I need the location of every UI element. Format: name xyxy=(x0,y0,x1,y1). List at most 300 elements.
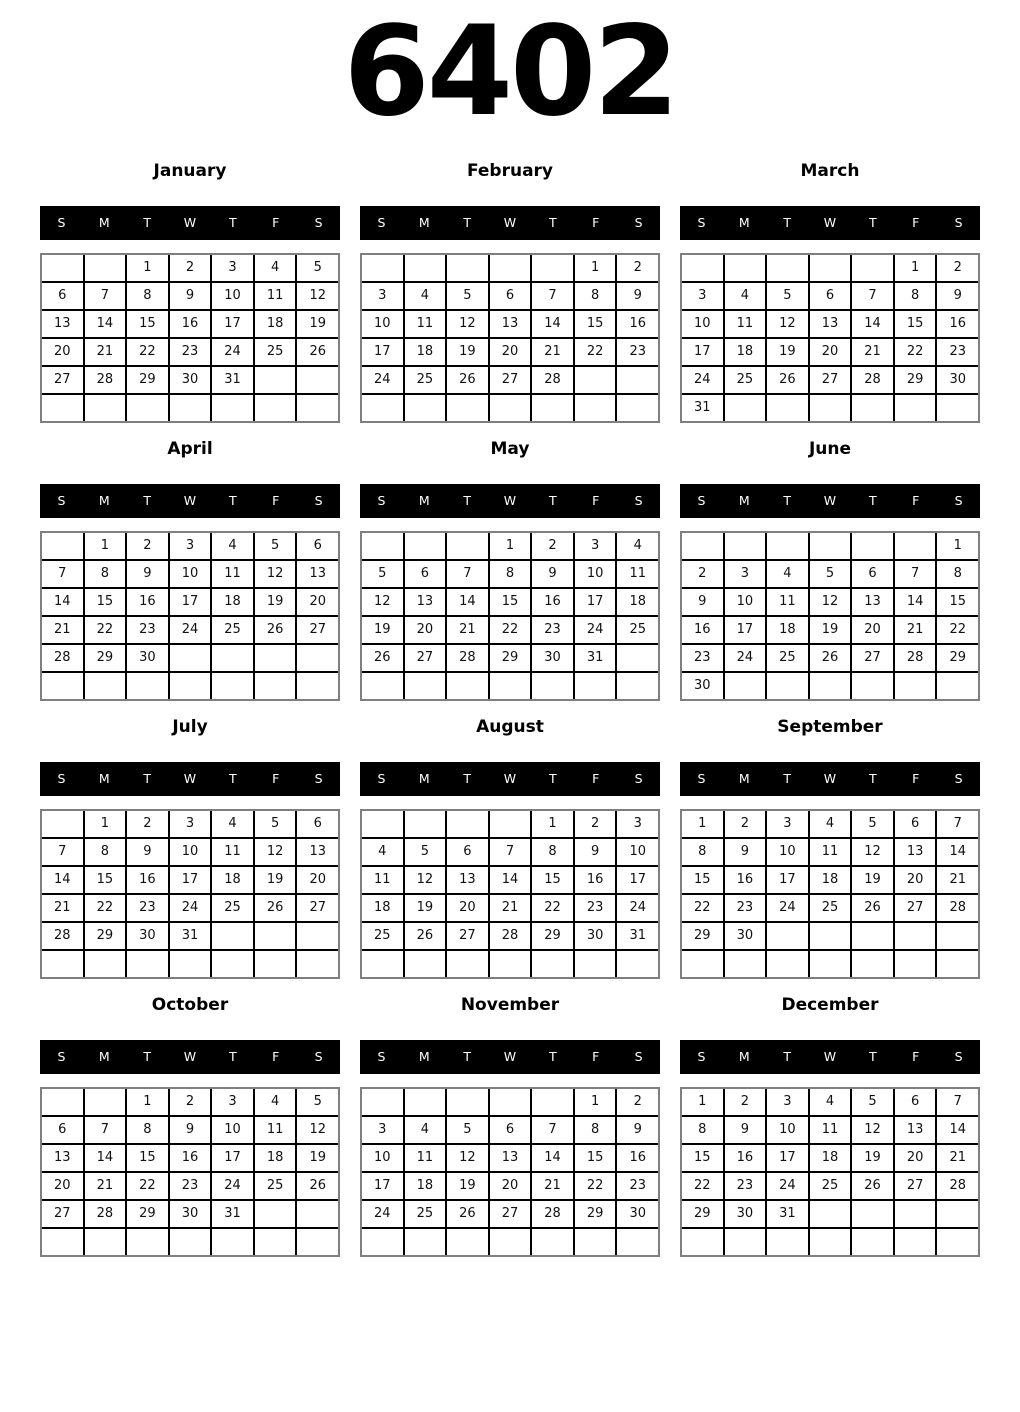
date-cell: 21 xyxy=(937,867,978,893)
empty-date-cell xyxy=(362,1089,403,1115)
weekday-label: T xyxy=(549,1049,557,1065)
date-cell: 24 xyxy=(170,617,211,643)
date-cell: 14 xyxy=(895,589,936,615)
date-cell: 2 xyxy=(170,255,211,281)
date-cell: 8 xyxy=(127,283,168,309)
empty-date-cell xyxy=(447,673,488,699)
date-cell: 3 xyxy=(682,283,723,309)
date-cell: 12 xyxy=(255,839,296,865)
date-cell: 19 xyxy=(852,1145,893,1171)
weekday-header xyxy=(40,1040,340,1074)
date-cell: 28 xyxy=(532,367,573,393)
date-cell: 22 xyxy=(85,617,126,643)
date-cell: 12 xyxy=(405,867,446,893)
date-cell: 22 xyxy=(575,339,616,365)
empty-date-cell xyxy=(212,645,253,671)
date-cell: 29 xyxy=(127,367,168,393)
weekday-header xyxy=(40,762,340,796)
date-cell: 30 xyxy=(617,1201,658,1227)
weekday-label: T xyxy=(869,493,877,509)
date-cell: 28 xyxy=(895,645,936,671)
empty-date-cell xyxy=(810,923,851,949)
weekday-label: T xyxy=(229,215,237,231)
month-title: February xyxy=(466,160,554,181)
weekday-label: S xyxy=(314,771,323,787)
date-cell: 16 xyxy=(682,617,723,643)
date-cell: 28 xyxy=(42,923,83,949)
weekday-label: S xyxy=(314,1049,323,1065)
empty-date-cell xyxy=(490,673,531,699)
empty-date-cell xyxy=(852,951,893,977)
date-cell: 9 xyxy=(725,839,766,865)
date-cell: 21 xyxy=(937,1145,978,1171)
date-cell: 14 xyxy=(447,589,488,615)
date-cell: 21 xyxy=(852,339,893,365)
empty-date-cell xyxy=(852,673,893,699)
empty-date-cell xyxy=(297,645,338,671)
weekday-label: M xyxy=(418,1049,430,1065)
empty-date-cell xyxy=(895,673,936,699)
weekday-label: T xyxy=(549,771,557,787)
date-cell: 11 xyxy=(255,283,296,309)
empty-date-cell xyxy=(767,533,808,559)
empty-date-cell xyxy=(617,367,658,393)
date-cell: 30 xyxy=(937,367,978,393)
date-cell: 17 xyxy=(212,1145,253,1171)
weekday-label: T xyxy=(463,1049,471,1065)
date-cell: 14 xyxy=(532,311,573,337)
empty-date-cell xyxy=(447,255,488,281)
date-cell: 28 xyxy=(447,645,488,671)
date-cell: 26 xyxy=(852,1173,893,1199)
empty-date-cell xyxy=(362,673,403,699)
date-cell: 25 xyxy=(617,617,658,643)
weekday-label: T xyxy=(783,493,791,509)
empty-date-cell xyxy=(725,395,766,421)
empty-date-cell xyxy=(212,951,253,977)
weekday-label: T xyxy=(463,771,471,787)
weekday-label: S xyxy=(377,215,386,231)
date-cell: 3 xyxy=(725,561,766,587)
date-cell: 1 xyxy=(682,811,723,837)
date-cell: 4 xyxy=(405,1117,446,1143)
empty-date-cell xyxy=(937,395,978,421)
date-grid xyxy=(40,531,340,701)
weekday-label: M xyxy=(98,1049,110,1065)
weekday-label: T xyxy=(869,771,877,787)
empty-date-cell xyxy=(937,1229,978,1255)
weekday-header xyxy=(680,206,980,240)
weekday-label: M xyxy=(418,771,430,787)
date-cell: 31 xyxy=(575,645,616,671)
weekday-label: T xyxy=(143,771,151,787)
date-cell: 16 xyxy=(725,1145,766,1171)
date-cell: 2 xyxy=(127,533,168,559)
date-cell: 29 xyxy=(85,923,126,949)
date-cell: 28 xyxy=(42,645,83,671)
weekday-label: W xyxy=(503,771,517,787)
weekday-label: T xyxy=(229,1049,237,1065)
months-grid xyxy=(40,161,980,1257)
empty-date-cell xyxy=(42,1229,83,1255)
empty-date-cell xyxy=(617,395,658,421)
date-cell: 17 xyxy=(682,339,723,365)
date-cell: 23 xyxy=(617,339,658,365)
weekday-label: F xyxy=(912,215,920,231)
date-cell: 22 xyxy=(682,1173,723,1199)
empty-date-cell xyxy=(937,951,978,977)
date-cell: 29 xyxy=(682,923,723,949)
date-cell: 24 xyxy=(682,367,723,393)
weekday-header xyxy=(40,484,340,518)
date-cell: 25 xyxy=(255,1173,296,1199)
date-cell: 26 xyxy=(297,1173,338,1199)
empty-date-cell xyxy=(575,367,616,393)
empty-date-cell xyxy=(682,533,723,559)
empty-date-cell xyxy=(85,1229,126,1255)
date-cell: 14 xyxy=(490,867,531,893)
date-cell: 9 xyxy=(725,1117,766,1143)
weekday-label: W xyxy=(823,771,837,787)
empty-date-cell xyxy=(617,1229,658,1255)
date-cell: 24 xyxy=(617,895,658,921)
date-cell: 9 xyxy=(532,561,573,587)
date-cell: 4 xyxy=(255,255,296,281)
date-cell: 19 xyxy=(297,311,338,337)
date-cell: 18 xyxy=(767,617,808,643)
empty-date-cell xyxy=(532,255,573,281)
date-cell: 22 xyxy=(85,895,126,921)
date-cell: 16 xyxy=(617,1145,658,1171)
date-cell: 6 xyxy=(447,839,488,865)
weekday-header xyxy=(360,206,660,240)
empty-date-cell xyxy=(895,1201,936,1227)
date-cell: 1 xyxy=(937,533,978,559)
empty-date-cell xyxy=(170,673,211,699)
date-cell: 9 xyxy=(617,1117,658,1143)
weekday-label: T xyxy=(869,215,877,231)
weekday-label: W xyxy=(823,493,837,509)
date-cell: 6 xyxy=(297,811,338,837)
date-cell: 31 xyxy=(617,923,658,949)
date-cell: 3 xyxy=(212,1089,253,1115)
date-cell: 22 xyxy=(127,339,168,365)
empty-date-cell xyxy=(810,1229,851,1255)
empty-date-cell xyxy=(255,1201,296,1227)
weekday-label: T xyxy=(143,493,151,509)
date-cell: 30 xyxy=(170,1201,211,1227)
date-cell: 16 xyxy=(127,589,168,615)
empty-date-cell xyxy=(447,1229,488,1255)
date-cell: 17 xyxy=(575,589,616,615)
empty-date-cell xyxy=(405,1229,446,1255)
date-cell: 9 xyxy=(170,1117,211,1143)
empty-date-cell xyxy=(490,255,531,281)
date-cell: 5 xyxy=(810,561,851,587)
date-cell: 30 xyxy=(127,923,168,949)
date-cell: 22 xyxy=(575,1173,616,1199)
date-cell: 30 xyxy=(725,923,766,949)
weekday-label: W xyxy=(503,493,517,509)
date-cell: 10 xyxy=(575,561,616,587)
date-cell: 1 xyxy=(575,1089,616,1115)
date-cell: 10 xyxy=(362,311,403,337)
date-cell: 24 xyxy=(212,1173,253,1199)
date-cell: 13 xyxy=(895,839,936,865)
date-grid xyxy=(40,809,340,979)
empty-date-cell xyxy=(490,395,531,421)
empty-date-cell xyxy=(767,673,808,699)
date-cell: 6 xyxy=(42,1117,83,1143)
date-grid xyxy=(40,1087,340,1257)
weekday-label: F xyxy=(592,493,600,509)
date-cell: 6 xyxy=(490,283,531,309)
date-cell: 23 xyxy=(725,1173,766,1199)
date-cell: 5 xyxy=(297,255,338,281)
empty-date-cell xyxy=(682,951,723,977)
date-cell: 6 xyxy=(490,1117,531,1143)
date-cell: 6 xyxy=(895,811,936,837)
date-cell: 14 xyxy=(85,1145,126,1171)
date-cell: 23 xyxy=(127,617,168,643)
date-cell: 20 xyxy=(895,1145,936,1171)
date-cell: 7 xyxy=(937,811,978,837)
weekday-label: S xyxy=(634,1049,643,1065)
date-cell: 27 xyxy=(810,367,851,393)
weekday-label: T xyxy=(143,215,151,231)
weekday-label: M xyxy=(418,215,430,231)
empty-date-cell xyxy=(575,1229,616,1255)
weekday-header xyxy=(680,484,980,518)
empty-date-cell xyxy=(725,1229,766,1255)
empty-date-cell xyxy=(725,673,766,699)
empty-date-cell xyxy=(85,395,126,421)
weekday-label: S xyxy=(954,215,963,231)
date-cell: 26 xyxy=(447,1201,488,1227)
empty-date-cell xyxy=(575,673,616,699)
empty-date-cell xyxy=(937,923,978,949)
date-cell: 15 xyxy=(127,1145,168,1171)
date-cell: 29 xyxy=(490,645,531,671)
date-cell: 25 xyxy=(405,367,446,393)
empty-date-cell xyxy=(127,673,168,699)
month-title: June xyxy=(808,438,852,459)
date-cell: 1 xyxy=(532,811,573,837)
date-cell: 17 xyxy=(170,867,211,893)
weekday-label: M xyxy=(738,771,750,787)
empty-date-cell xyxy=(297,395,338,421)
date-cell: 11 xyxy=(617,561,658,587)
weekday-label: F xyxy=(912,493,920,509)
empty-date-cell xyxy=(532,395,573,421)
date-cell: 23 xyxy=(575,895,616,921)
date-cell: 20 xyxy=(42,339,83,365)
date-cell: 26 xyxy=(255,895,296,921)
date-cell: 8 xyxy=(895,283,936,309)
empty-date-cell xyxy=(810,951,851,977)
date-cell: 1 xyxy=(490,533,531,559)
date-cell: 22 xyxy=(490,617,531,643)
date-cell: 3 xyxy=(170,811,211,837)
weekday-label: S xyxy=(954,493,963,509)
date-cell: 8 xyxy=(490,561,531,587)
weekday-label: S xyxy=(57,493,66,509)
weekday-header xyxy=(40,206,340,240)
weekday-label: S xyxy=(634,771,643,787)
weekday-label: M xyxy=(738,493,750,509)
month-title: December xyxy=(781,994,879,1015)
empty-date-cell xyxy=(895,395,936,421)
date-cell: 3 xyxy=(212,255,253,281)
date-cell: 1 xyxy=(85,533,126,559)
date-cell: 28 xyxy=(937,1173,978,1199)
date-cell: 9 xyxy=(575,839,616,865)
empty-date-cell xyxy=(85,951,126,977)
empty-date-cell xyxy=(532,1089,573,1115)
date-cell: 15 xyxy=(532,867,573,893)
date-cell: 25 xyxy=(255,339,296,365)
empty-date-cell xyxy=(895,533,936,559)
month-august xyxy=(360,717,660,979)
date-cell: 12 xyxy=(297,283,338,309)
date-cell: 27 xyxy=(42,1201,83,1227)
date-cell: 9 xyxy=(682,589,723,615)
empty-date-cell xyxy=(575,951,616,977)
empty-date-cell xyxy=(297,367,338,393)
date-cell: 26 xyxy=(255,617,296,643)
empty-date-cell xyxy=(447,1089,488,1115)
date-cell: 5 xyxy=(447,283,488,309)
empty-date-cell xyxy=(852,923,893,949)
date-cell: 6 xyxy=(810,283,851,309)
empty-date-cell xyxy=(170,645,211,671)
date-cell: 5 xyxy=(447,1117,488,1143)
date-cell: 30 xyxy=(127,645,168,671)
date-cell: 6 xyxy=(895,1089,936,1115)
weekday-header xyxy=(680,1040,980,1074)
date-cell: 9 xyxy=(127,561,168,587)
date-grid xyxy=(360,809,660,979)
date-grid xyxy=(360,1087,660,1257)
weekday-label: W xyxy=(183,1049,197,1065)
date-cell: 23 xyxy=(937,339,978,365)
weekday-label: W xyxy=(183,215,197,231)
weekday-label: S xyxy=(634,215,643,231)
weekday-label: T xyxy=(783,215,791,231)
date-cell: 21 xyxy=(532,339,573,365)
weekday-label: F xyxy=(592,1049,600,1065)
date-cell: 11 xyxy=(405,311,446,337)
date-cell: 20 xyxy=(490,339,531,365)
date-cell: 1 xyxy=(127,1089,168,1115)
date-cell: 30 xyxy=(170,367,211,393)
weekday-label: T xyxy=(549,493,557,509)
empty-date-cell xyxy=(255,367,296,393)
date-cell: 2 xyxy=(575,811,616,837)
empty-date-cell xyxy=(405,255,446,281)
empty-date-cell xyxy=(405,951,446,977)
date-cell: 25 xyxy=(810,895,851,921)
empty-date-cell xyxy=(532,951,573,977)
date-cell: 16 xyxy=(617,311,658,337)
date-cell: 16 xyxy=(127,867,168,893)
empty-date-cell xyxy=(532,1229,573,1255)
empty-date-cell xyxy=(405,1089,446,1115)
empty-date-cell xyxy=(937,1201,978,1227)
date-cell: 7 xyxy=(532,1117,573,1143)
date-cell: 16 xyxy=(725,867,766,893)
date-cell: 23 xyxy=(170,339,211,365)
date-cell: 25 xyxy=(405,1201,446,1227)
empty-date-cell xyxy=(405,533,446,559)
date-cell: 15 xyxy=(895,311,936,337)
weekday-label: F xyxy=(272,215,280,231)
date-cell: 5 xyxy=(255,533,296,559)
date-cell: 19 xyxy=(447,1173,488,1199)
month-title: September xyxy=(777,716,883,737)
date-cell: 25 xyxy=(725,367,766,393)
weekday-label: F xyxy=(592,215,600,231)
date-cell: 2 xyxy=(617,1089,658,1115)
date-cell: 4 xyxy=(405,283,446,309)
date-cell: 19 xyxy=(447,339,488,365)
empty-date-cell xyxy=(575,395,616,421)
empty-date-cell xyxy=(127,1229,168,1255)
date-cell: 21 xyxy=(532,1173,573,1199)
date-cell: 12 xyxy=(767,311,808,337)
empty-date-cell xyxy=(767,255,808,281)
date-cell: 20 xyxy=(895,867,936,893)
date-cell: 13 xyxy=(490,311,531,337)
weekday-label: F xyxy=(912,771,920,787)
date-cell: 26 xyxy=(405,923,446,949)
date-cell: 29 xyxy=(575,1201,616,1227)
date-cell: 4 xyxy=(725,283,766,309)
weekday-label: S xyxy=(57,1049,66,1065)
date-cell: 7 xyxy=(895,561,936,587)
date-cell: 21 xyxy=(490,895,531,921)
date-cell: 27 xyxy=(405,645,446,671)
empty-date-cell xyxy=(810,255,851,281)
empty-date-cell xyxy=(127,395,168,421)
date-cell: 30 xyxy=(532,645,573,671)
empty-date-cell xyxy=(42,673,83,699)
month-december xyxy=(680,995,980,1257)
weekday-label: T xyxy=(463,493,471,509)
month-title: January xyxy=(153,160,227,181)
date-cell: 29 xyxy=(85,645,126,671)
date-cell: 21 xyxy=(42,895,83,921)
weekday-header xyxy=(360,1040,660,1074)
date-cell: 9 xyxy=(127,839,168,865)
empty-date-cell xyxy=(405,673,446,699)
weekday-label: W xyxy=(503,215,517,231)
weekday-label: T xyxy=(229,493,237,509)
date-cell: 19 xyxy=(405,895,446,921)
date-cell: 11 xyxy=(255,1117,296,1143)
weekday-label: M xyxy=(98,771,110,787)
date-cell: 11 xyxy=(212,839,253,865)
date-cell: 20 xyxy=(810,339,851,365)
empty-date-cell xyxy=(617,673,658,699)
date-cell: 19 xyxy=(852,867,893,893)
date-cell: 19 xyxy=(810,617,851,643)
date-cell: 10 xyxy=(767,1117,808,1143)
month-title: May xyxy=(490,438,530,459)
date-cell: 23 xyxy=(532,617,573,643)
date-cell: 27 xyxy=(490,367,531,393)
empty-date-cell xyxy=(362,533,403,559)
